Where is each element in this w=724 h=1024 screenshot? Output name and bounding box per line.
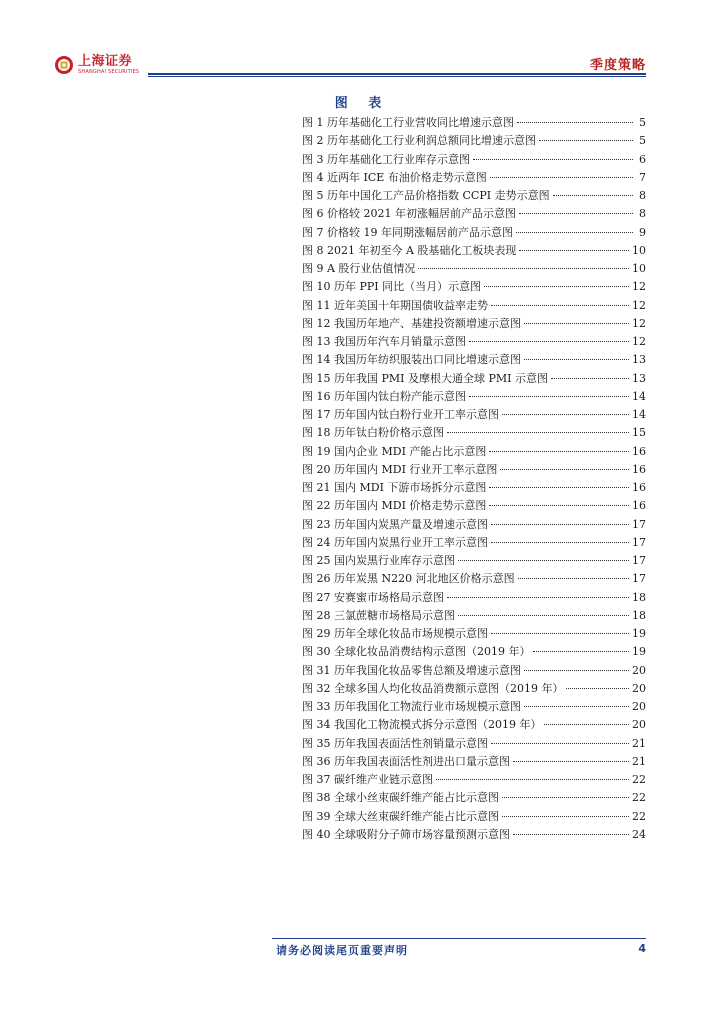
dot-leader <box>513 761 629 762</box>
dot-leader <box>502 414 629 415</box>
figure-list-item-label: 图 23 历年国内炭黑产量及增速示意图 <box>302 517 488 531</box>
dot-leader <box>519 213 633 214</box>
dot-leader <box>491 524 629 525</box>
figure-list-item-label: 图 39 全球大丝束碳纤维产能占比示意图 <box>302 809 499 823</box>
figure-list-item[interactable] <box>302 625 646 643</box>
figure-list-item-label: 图 2 历年基础化工行业利润总额同比增速示意图 <box>302 134 536 148</box>
figure-list-item-page: 8 <box>639 189 646 202</box>
figure-list-item-label: 图 32 全球多国人均化妆品消费额示意图（2019 年） <box>302 681 564 695</box>
figure-list-item-page: 22 <box>632 809 646 823</box>
dot-leader <box>491 743 629 744</box>
figure-list-item[interactable] <box>302 169 646 187</box>
figure-list-item-label: 图 13 我国历年汽车月销量示意图 <box>302 335 466 348</box>
dot-leader <box>491 542 629 543</box>
dot-leader <box>518 578 629 579</box>
figure-list-item[interactable] <box>302 260 646 278</box>
figure-list-item[interactable] <box>302 388 646 406</box>
figure-list-item-label: 图 5 历年中国化工产品价格指数 CCPI 走势示意图 <box>302 189 550 202</box>
figure-list-item[interactable] <box>302 370 646 388</box>
figure-list-item-page: 17 <box>632 572 646 586</box>
figure-list-item-page: 20 <box>632 718 646 732</box>
dot-leader <box>551 378 629 379</box>
figure-list-item-label: 图 34 我国化工物流模式拆分示意图（2019 年） <box>302 718 542 732</box>
dot-leader <box>484 286 629 287</box>
figure-list-item[interactable] <box>302 534 646 552</box>
page-number: 4 <box>638 942 646 955</box>
figure-list-item[interactable] <box>302 151 646 169</box>
dot-leader <box>489 505 629 506</box>
figure-list-item-label: 图 9 A 股行业估值情况 <box>302 262 416 275</box>
figure-list-item[interactable] <box>302 716 646 734</box>
figure-list-item[interactable] <box>302 753 646 771</box>
figure-list-item-label: 图 20 历年国内 MDI 行业开工率示意图 <box>302 462 498 476</box>
figure-list-item-label: 图 6 价格较 2021 年初涨幅居前产品示意图 <box>302 207 516 221</box>
figure-list-item[interactable] <box>302 406 646 424</box>
figure-list-item[interactable] <box>302 297 646 315</box>
figure-list-item-label: 图 10 历年 PPI 同比（当月）示意图 <box>302 280 482 294</box>
figure-list-item-page: 10 <box>632 262 646 275</box>
figure-list-item[interactable] <box>302 479 646 497</box>
dot-leader <box>524 359 629 360</box>
figure-list-item-label: 图 16 历年国内钛白粉产能示意图 <box>302 389 466 403</box>
figure-list-item-page: 16 <box>632 462 646 476</box>
figure-list-item-page: 16 <box>632 444 646 458</box>
figure-list-item-label: 图 4 近两年 ICE 布油价格走势示意图 <box>302 170 487 184</box>
figure-list-item-page: 17 <box>632 535 646 549</box>
figure-list-item-label: 图 29 历年全球化妆品市场规模示意图 <box>302 627 488 640</box>
figure-list-item-page: 20 <box>632 681 646 695</box>
figure-list-item[interactable] <box>302 680 646 698</box>
figure-list <box>302 114 646 844</box>
dot-leader <box>513 834 629 835</box>
figure-list-item-page: 20 <box>632 663 646 677</box>
dot-leader <box>566 688 629 689</box>
figure-list-item-label: 图 18 历年钛白粉价格示意图 <box>302 426 444 440</box>
figure-list-item-page: 10 <box>632 243 646 257</box>
figure-list-item-label: 图 40 全球吸附分子筛市场容量预测示意图 <box>302 827 510 841</box>
dot-leader <box>502 816 629 817</box>
figure-list-item[interactable] <box>302 132 646 150</box>
figure-list-item-label: 图 27 安赛蜜市场格局示意图 <box>302 590 444 604</box>
figure-list-item[interactable] <box>302 424 646 442</box>
figure-list-item-label: 图 33 历年我国化工物流行业市场规模示意图 <box>302 700 521 713</box>
dot-leader <box>524 323 629 324</box>
figure-list-item-label: 图 11 近年美国十年期国债收益率走势 <box>302 298 488 312</box>
dot-leader <box>539 140 633 141</box>
figure-list-title: 图 表 <box>334 96 390 111</box>
dot-leader <box>458 560 629 561</box>
logo-english-name: SHANGHAI SECURITIES <box>78 69 140 75</box>
figure-list-item-label: 图 21 国内 MDI 下游市场拆分示意图 <box>302 481 487 494</box>
dot-leader <box>502 797 629 798</box>
figure-list-item[interactable] <box>302 351 646 369</box>
figure-list-item[interactable] <box>302 516 646 534</box>
figure-list-item-page: 7 <box>639 170 646 184</box>
figure-list-item-page: 21 <box>632 736 646 750</box>
dot-leader <box>490 177 633 178</box>
figure-list-item[interactable] <box>302 808 646 826</box>
figure-list-item-page: 5 <box>639 116 646 129</box>
figure-list-item-label: 图 30 全球化妆品消费结构示意图（2019 年） <box>302 645 531 659</box>
figure-list-item-page: 21 <box>632 754 646 768</box>
figure-list-item-label: 图 24 历年国内炭黑行业开工率示意图 <box>302 535 488 549</box>
figure-list-item-page: 13 <box>632 371 646 385</box>
footer-disclaimer: 请务必阅读尾页重要声明 <box>276 944 408 957</box>
dot-leader <box>519 250 629 251</box>
figure-list-item[interactable] <box>302 443 646 461</box>
figure-list-item-page: 12 <box>632 298 646 312</box>
dot-leader <box>491 305 629 306</box>
figure-list-item[interactable] <box>302 278 646 296</box>
dot-leader <box>436 779 629 780</box>
figure-list-item-page: 14 <box>632 389 646 403</box>
header-divider <box>148 73 646 75</box>
figure-list-item-page: 22 <box>632 773 646 786</box>
dot-leader <box>469 396 629 397</box>
figure-list-item-page: 13 <box>632 353 646 367</box>
figure-list-item-page: 12 <box>632 316 646 330</box>
figure-list-item[interactable] <box>302 735 646 753</box>
figure-list-item-label: 图 19 国内企业 MDI 产能占比示意图 <box>302 444 487 458</box>
figure-list-item-page: 14 <box>632 408 646 421</box>
figure-list-item[interactable] <box>302 662 646 680</box>
figure-list-item[interactable] <box>302 570 646 588</box>
figure-list-item[interactable] <box>302 698 646 716</box>
figure-list-item-label: 图 14 我国历年纺织服装出口同比增速示意图 <box>302 353 521 367</box>
figure-list-item-page: 24 <box>632 827 646 841</box>
dot-leader <box>489 487 629 488</box>
dot-leader <box>418 268 629 269</box>
figure-list-item-page: 19 <box>632 627 646 640</box>
figure-list-item[interactable] <box>302 826 646 844</box>
figure-list-item-label: 图 28 三氯蔗糖市场格局示意图 <box>302 608 455 622</box>
figure-list-item-page: 12 <box>632 335 646 348</box>
figure-list-item[interactable] <box>302 461 646 479</box>
figure-list-item-page: 8 <box>639 207 646 221</box>
figure-list-item-page: 17 <box>632 517 646 531</box>
dot-leader <box>544 724 629 725</box>
figure-list-item[interactable] <box>302 552 646 570</box>
dot-leader <box>553 195 633 196</box>
dot-leader <box>447 597 629 598</box>
figure-list-item-page: 22 <box>632 791 646 805</box>
dot-leader <box>524 706 629 707</box>
figure-list-item-label: 图 36 历年我国表面活性剂进出口量示意图 <box>302 754 510 768</box>
dot-leader <box>447 432 629 433</box>
figure-list-item-page: 16 <box>632 481 646 494</box>
page-header <box>0 0 724 80</box>
figure-list-item-page: 18 <box>632 590 646 604</box>
figure-list-item-page: 16 <box>632 499 646 513</box>
figure-list-item[interactable] <box>302 242 646 260</box>
dot-leader <box>500 469 629 470</box>
logo-chinese-name: 上海证券 <box>78 54 133 69</box>
figure-list-item[interactable] <box>302 589 646 607</box>
header-divider-thin <box>148 76 646 77</box>
figure-list-item-label: 图 1 历年基础化工行业营收同比增速示意图 <box>302 116 514 129</box>
figure-list-item-label: 图 17 历年国内钛白粉行业开工率示意图 <box>302 408 499 421</box>
figure-list-item[interactable] <box>302 771 646 789</box>
dot-leader <box>533 651 629 652</box>
figure-list-item[interactable] <box>302 607 646 625</box>
figure-list-item-label: 图 8 2021 年初至今 A 股基础化工板块表现 <box>302 243 517 257</box>
figure-list-item-label: 图 37 碳纤维产业链示意图 <box>302 773 433 786</box>
figure-list-item[interactable] <box>302 789 646 807</box>
figure-list-item-label: 图 35 历年我国表面活性剂销量示意图 <box>302 736 488 750</box>
dot-leader <box>516 232 633 233</box>
dot-leader <box>491 633 629 634</box>
figure-list-item[interactable] <box>302 205 646 223</box>
figure-list-item-page: 19 <box>632 645 646 659</box>
figure-list-item[interactable] <box>302 333 646 351</box>
figure-list-item-label: 图 15 历年我国 PMI 及摩根大通全球 PMI 示意图 <box>302 371 548 385</box>
dot-leader <box>489 451 629 452</box>
figure-list-item-label: 图 7 价格较 19 年同期涨幅居前产品示意图 <box>302 225 513 239</box>
dot-leader <box>469 341 629 342</box>
figure-list-item-label: 图 3 历年基础化工行业库存示意图 <box>302 152 470 166</box>
figure-list-item-label: 图 31 历年我国化妆品零售总额及增速示意图 <box>302 663 521 677</box>
dot-leader <box>473 159 633 160</box>
dot-leader <box>458 615 629 616</box>
figure-list-item-label: 图 22 历年国内 MDI 价格走势示意图 <box>302 499 487 513</box>
figure-list-item-label: 图 25 国内炭黑行业库存示意图 <box>302 554 455 567</box>
company-logo <box>54 55 139 75</box>
figure-list-item-label: 图 26 历年炭黑 N220 河北地区价格示意图 <box>302 572 515 586</box>
figure-list-item[interactable] <box>302 114 646 132</box>
figure-list-item-page: 20 <box>632 700 646 713</box>
figure-list-item-page: 6 <box>639 152 646 166</box>
figure-list-item-page: 12 <box>632 280 646 294</box>
footer-divider <box>272 938 646 939</box>
figure-list-item-page: 17 <box>632 554 646 567</box>
figure-list-item[interactable] <box>302 315 646 333</box>
figure-list-item-label: 图 38 全球小丝束碳纤维产能占比示意图 <box>302 791 499 805</box>
figure-list-item[interactable] <box>302 643 646 661</box>
figure-list-item[interactable] <box>302 224 646 242</box>
dot-leader <box>524 670 629 671</box>
figure-list-item-page: 15 <box>632 426 646 440</box>
figure-list-item-page: 18 <box>632 608 646 622</box>
figure-list-item[interactable] <box>302 497 646 515</box>
shanghai-securities-logo-icon <box>54 55 74 75</box>
report-type-label: 季度策略 <box>589 58 646 73</box>
figure-list-item[interactable] <box>302 187 646 205</box>
figure-list-item-page: 5 <box>639 134 646 148</box>
figure-list-item-page: 9 <box>639 225 646 239</box>
figure-list-item-label: 图 12 我国历年地产、基建投资额增速示意图 <box>302 316 521 330</box>
dot-leader <box>517 122 633 123</box>
